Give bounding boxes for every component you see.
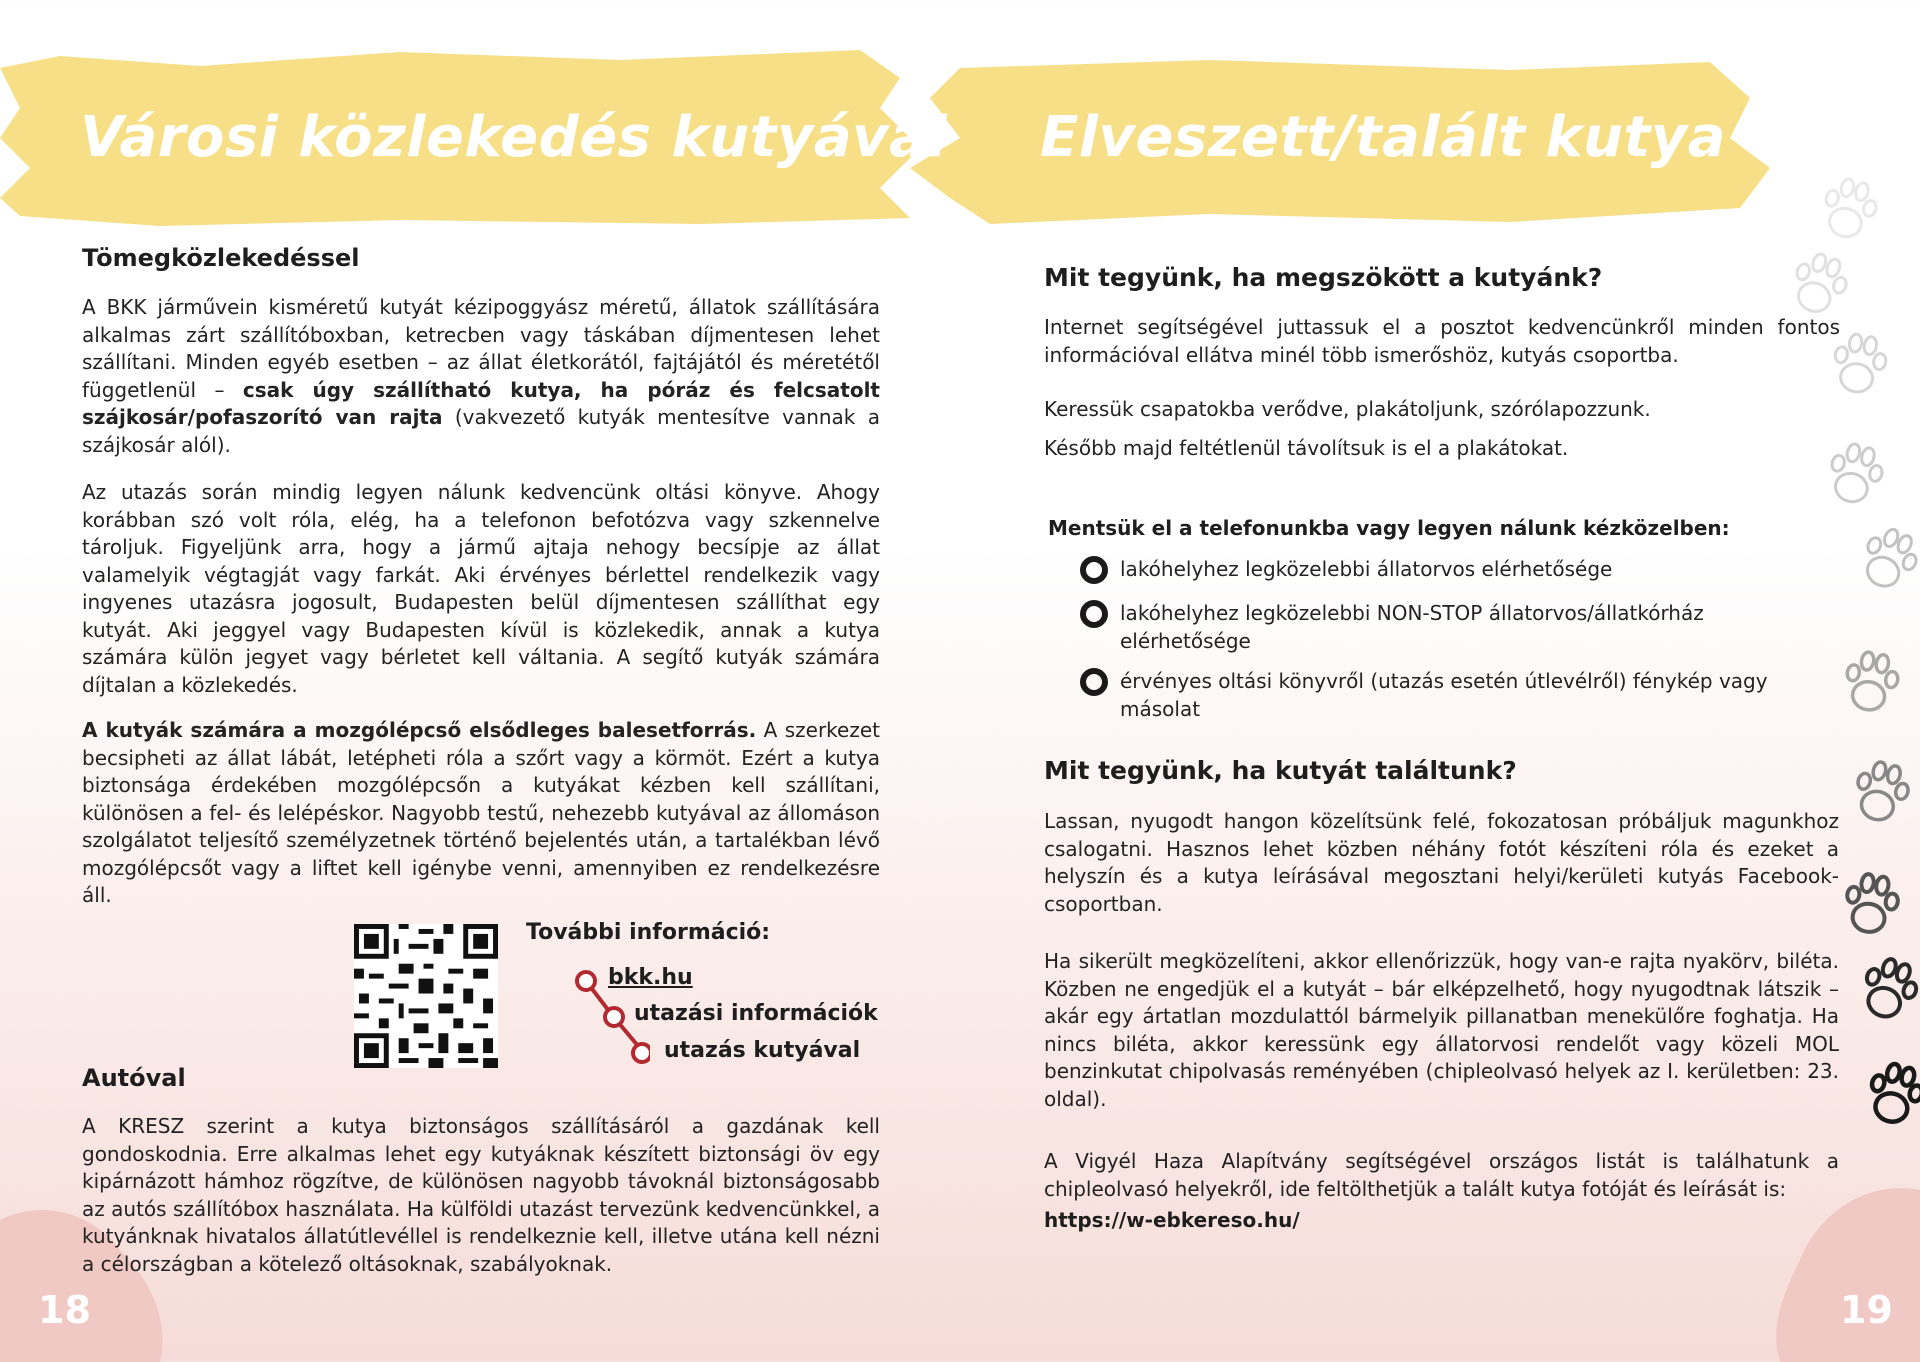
bullet-item: lakóhelyhez legközelebbi NON-STOP állatorvos/állatkórház elérhetősége (1080, 600, 1820, 655)
bullet-item: lakóhelyhez legközelebbi állatorvos elérhetősége (1080, 556, 1820, 584)
page-number-right: 19 (1840, 1288, 1893, 1332)
paragraph-vaccination-book: Az utazás során mindig legyen nálunk kedvencünk oltási könyve. Ahogy korábban szó volt róla, elég, ha a telefonon befotózva vagy szkennelve tároljuk. Figyeljünk arra, hogy a jármű ajtaja nehogy becsípje az állat valamelyik végtagját vagy farkát. Aki érvényes bérlettel rendelkezik vagy ingyenes utazásra jogosult, Budapesten belül díjmentesen szállíthat egy kutyát. Aki jeggyel vagy Budapesten kívül is közlekedik, annak a kutya számára külön jegyet vagy bérletet kell váltania. A segítő kutyák számára díjtalan a közlekedés. (82, 480, 880, 697)
question-found-dog: Mit tegyünk, ha kutyát találtunk? (1044, 756, 1517, 785)
paw-icon (1825, 325, 1894, 402)
qr-code-icon[interactable] (354, 924, 498, 1068)
ring-bullet-icon (1080, 556, 1108, 584)
paragraph-bkk: A BKK járművein kisméretű kutyát kézipoggyász méretű, állatok szállítására alkalmas zárt szállítóboxban, ketrecben vagy táskában díjmentesen lehet szállítani. Minden egyéb esetben – az állat életkorától, fajtájától és méretétől függetlenül – csak úgy szállítható kutya, ha póráz és felcsatolt szájkosár/pofaszorító van rajta (vakvezető kutyák mentesítve vannak a szájkosár alól). (82, 295, 880, 457)
paragraph-escalator: A kutyák számára a mozgólépcső elsődleges balesetforrás. A szerkezet becsipheti az állat lábát, letépheti róla a szőrt vagy a körmöt. Ezért a kutya biztonsága érdekében mozgólépcsőn a kutyákat kézben kell szállítani, különösen a fel- és lelépéskor. Nagyobb testű, nehezebb kutyával az állomáson szolgálatot teljesítő személyzetnek történő bejelentés után, a tartalékban lévő mozgólépcsőt vagy a liftet kell igénybe venni, amennyiben ez rendelkezésre áll. (82, 718, 880, 907)
ring-bullet-icon (1080, 668, 1108, 696)
paw-icon (1858, 1054, 1920, 1135)
paragraph-internet-post: Internet segítségével juttassuk el a posztot kedvencünkről minden fontos információval ellátva minél több ismerőshöz, kutyás csoportba. (1044, 315, 1840, 367)
link-bkk[interactable]: bkk.hu (608, 965, 693, 990)
page-number-left: 18 (38, 1288, 91, 1332)
right-page-title: Elveszett/talált kutya (1040, 105, 1727, 170)
further-info-heading: További információ: (526, 920, 771, 945)
section-heading-public-transport: Tömegközlekedéssel (82, 244, 360, 272)
paw-icon (1837, 643, 1906, 720)
paragraph-approach: Lassan, nyugodt hangon közelítsünk felé, fokozatosan próbáljuk magunkhoz csalogatni. Hasznos lehet közben néhány fotót készíteni róla és ezeket a helyszín és a kutya leírásával megosztani helyi/kerületi kutyás Facebook-csoportban. (1044, 809, 1839, 916)
section-heading-car: Autóval (82, 1064, 186, 1092)
left-page-title: Városi közlekedés kutyával (80, 105, 948, 170)
paragraph-collar: Ha sikerült megközelíteni, akkor ellenőrizzük, hogy van-e rajta nyakörv, biléta. Közben ne engedjük el a kutyát – bár elképzelhető, hogy nyugodtnak látszik – akár egy ártatlan mozdulattól bármelyik pillanatban menekülőre foghatja. Ha nincs biléta, akkor keressünk egy állatorvosi rendelőt vagy közeli MOL benzinkutat chipolvasás reményében (chipleolvasó helyek az I. kerületben: 23. oldal). (1044, 949, 1839, 1111)
paragraph-remove-posters: Később majd feltétlenül távolítsuk is el a plakátokat. (1044, 436, 1569, 460)
paragraph-car: A KRESZ szerint a kutya biztonságos szállításáról a gazdának kell gondoskodnia. Erre alkalmas lehet egy kutyáknak készített biztonsági öv egy kipárnázott hámhoz rögzítve, de különösen nagyobb távoknál biztonságosabb az autós szállítóbox használata. Ha külföldi utazást tervezünk kedvencünkkel, a kutyánknak hivatalos állatútlevéllel is rendelkeznie kell, illetve utána kell nézni a célországban a kötelező oltásoknak, szabályoknak. (82, 1114, 880, 1276)
link-travel-with-dog[interactable]: utazás kutyával (664, 1038, 861, 1063)
ebkereso-link[interactable]: https://w-ebkereso.hu/ (1044, 1208, 1300, 1232)
question-escaped-dog: Mit tegyünk, ha megszökött a kutyánk? (1044, 263, 1603, 292)
ring-bullet-icon (1080, 600, 1108, 628)
paw-icon (1848, 516, 1920, 602)
bullet-item: érvényes oltási könyvről (utazás esetén útlevélről) fénykép vagy másolat (1080, 668, 1820, 723)
save-to-phone-heading: Mentsük el a telefonunkba vagy legyen nálunk kézközelben: (1048, 516, 1730, 540)
paw-icon (1812, 169, 1886, 250)
paragraph-posters: Keressük csapatokba verődve, plakátoljunk, szórólapozzunk. (1044, 397, 1651, 421)
paw-icon (1850, 947, 1920, 1031)
link-travel-info[interactable]: utazási információk (634, 1001, 878, 1026)
paragraph-foundation: A Vigyél Haza Alapítvány segítségével országos listát is találhatunk a chipleolvasó helyekről, ide feltölthetjük a talált kutya fotóját és leírását is: (1044, 1149, 1839, 1201)
paw-icon (1837, 865, 1906, 942)
paw-icon (1844, 752, 1918, 833)
